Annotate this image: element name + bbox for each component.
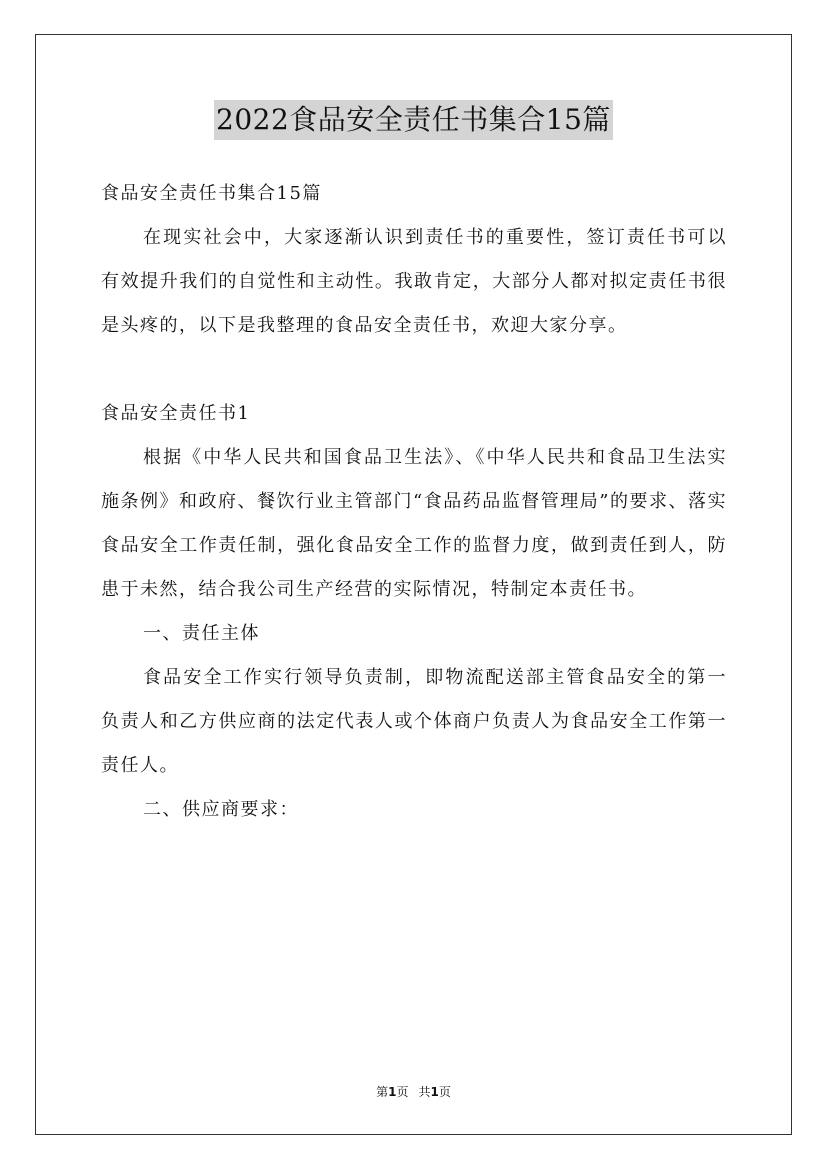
total-unit: 页 bbox=[438, 1085, 451, 1099]
title-area bbox=[0, 100, 827, 140]
document-subtitle: 食品安全责任书集合15篇 bbox=[101, 183, 322, 204]
basis-paragraph: 根据《中华人民共和国食品卫生法》、《中华人民共和食品卫生法实施条例》和政府、餐饮行业主管部门“食品药品监督管理局”的要求、落实食品安全工作责任制，强化食品安全工作的监督力度，做到责任到人，防患于未然，结合我公司生产经营的实际情况，特制定本责任书。 bbox=[101, 447, 727, 600]
responsibility-paragraph: 食品安全工作实行领导负责制，即物流配送部主管食品安全的第一负责人和乙方供应商的法定代表人或个体商户负责人为食品安全工作第一责任人。 bbox=[101, 667, 727, 776]
page-prefix: 第 bbox=[376, 1085, 389, 1099]
page-unit: 页 bbox=[396, 1085, 409, 1099]
total-prefix: 共 bbox=[418, 1085, 431, 1099]
page-total: 1 bbox=[430, 1085, 439, 1099]
page-current: 1 bbox=[388, 1085, 397, 1099]
section-heading: 食品安全责任书1 bbox=[101, 403, 251, 424]
page-footer bbox=[0, 1083, 827, 1101]
intro-paragraph: 在现实社会中，大家逐渐认识到责任书的重要性，签订责任书可以有效提升我们的自觉性和主动性。我敢肯定，大部分人都对拟定责任书很是头疼的，以下是我整理的食品安全责任书，欢迎大家分享。 bbox=[101, 227, 727, 336]
document-body bbox=[101, 172, 727, 832]
heading-supplier-requirements: 二、供应商要求： bbox=[143, 799, 299, 820]
document-title: 2022食品安全责任书集合15篇 bbox=[214, 100, 613, 140]
heading-responsibility-subject: 一、责任主体 bbox=[143, 623, 260, 644]
